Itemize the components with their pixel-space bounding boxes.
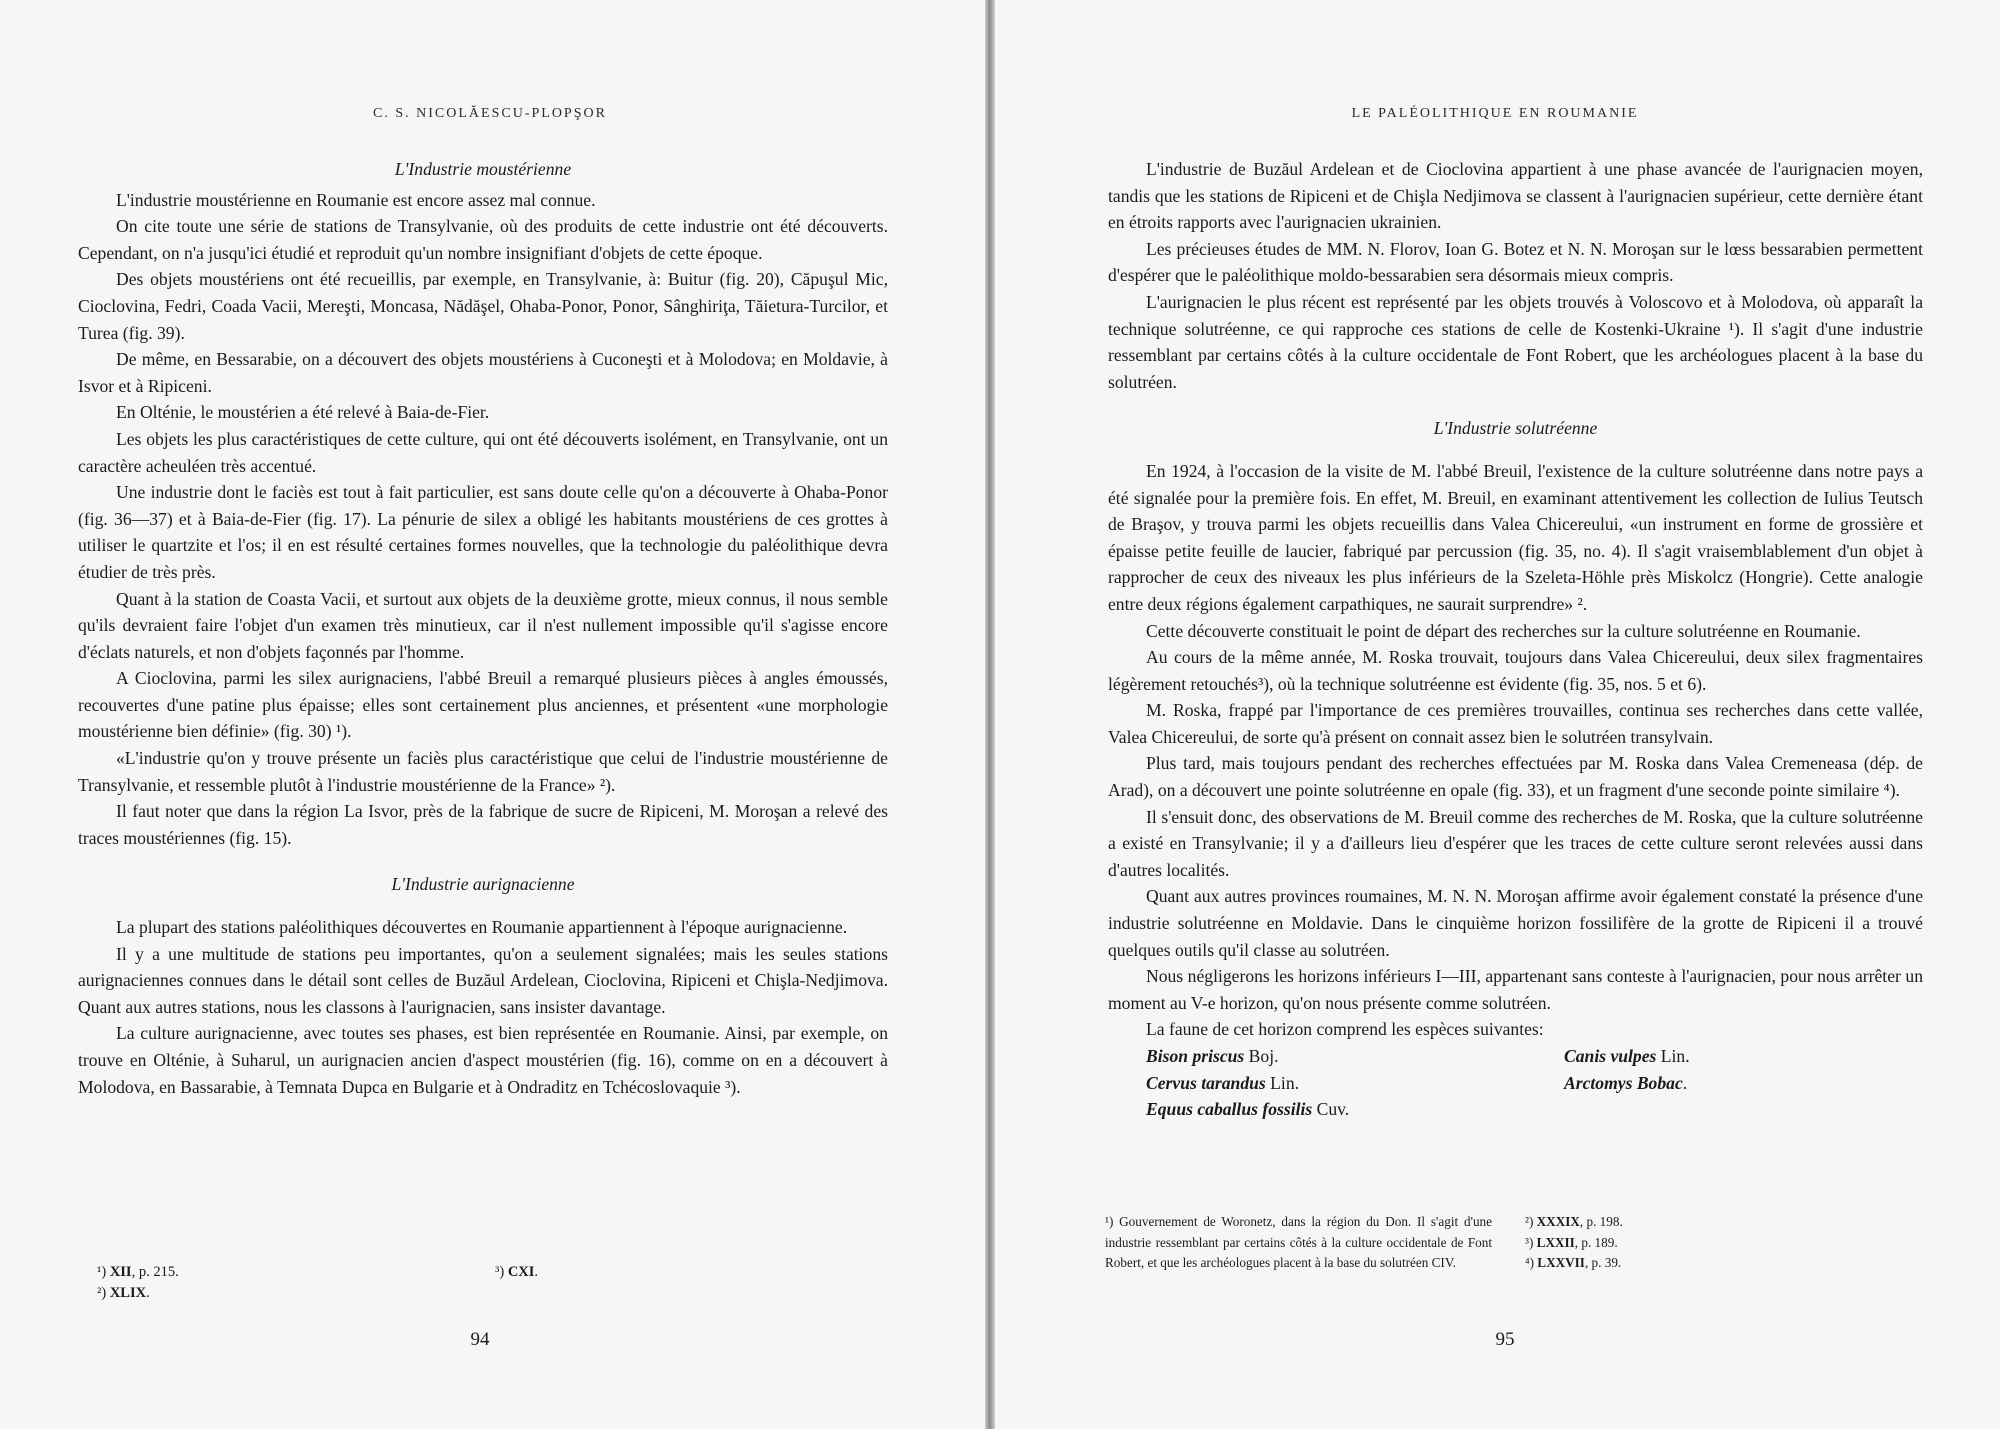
footnote-ref: LXXVII xyxy=(1537,1255,1585,1270)
species-name: Canis vulpes xyxy=(1564,1046,1657,1066)
species-name: Bison priscus xyxy=(1146,1046,1245,1066)
footnote-text: , p. 198. xyxy=(1579,1214,1623,1229)
paragraph: La faune de cet horizon comprend les espèces suivantes: xyxy=(1146,1019,1544,1040)
footnote-text: , p. 215. xyxy=(131,1264,179,1280)
section-title: L'Industrie solutréenne xyxy=(1433,418,1598,439)
footnote-column xyxy=(1525,1212,1775,1274)
paragraph: Les objets les plus caractéristiques de cette culture, qui ont été découverts isolément, en Transylvanie, ont un caractère acheuléen très accentué. xyxy=(78,428,888,476)
species-author: Boj. xyxy=(1244,1046,1279,1066)
paragraph: Il faut noter que dans la région La Isvor, près de la fabrique de sucre de Ripiceni, M. Moroşan a relevé des traces moustériennes (fig. 15). xyxy=(78,801,888,848)
section-title: L'Industrie moustérienne xyxy=(394,159,572,179)
footnote-text: . xyxy=(146,1285,150,1301)
fauna-item xyxy=(1146,1043,1564,1070)
paragraph: L'industrie moustérienne en Roumanie est encore assez mal connue. xyxy=(116,189,596,210)
right-page xyxy=(995,0,2000,1429)
footnote-ref: XII xyxy=(109,1264,132,1280)
paragraph: Quant à la station de Coasta Vacii, et surtout aux objets de la deuxième grotte, mieux connus, il nous semble qu'ils devraient faire l'objet d'un examen très minutieux, car il n'est nullement impossible qu'il s'agisse encore d'éclats naturels, et non d'objets façonnés par l'homme. xyxy=(78,588,888,662)
footnote-ref: CXI xyxy=(507,1264,535,1280)
paragraph: Une industrie dont le faciès est tout à fait particulier, est sans doute celle qu'on a découverte à Ohaba-Ponor (fig. 36—37) et à Baia-de-Fier (fig. 17). La pénurie de silex a obligé les habitants moustériens de ces grottes à utiliser le quartzite et l'os; il en est résulté certaines formes nouvelles, que la technologie du paléolithique devra étudier de très près. xyxy=(78,482,888,582)
paragraph: Au cours de la même année, M. Roska trouvait, toujours dans Valea Chicereului, deux silex fragmentaires légèrement retouchés³), où la technique solutréenne est évidente (fig. 35, nos. 5 et 6). xyxy=(1108,647,1923,694)
paragraph: Quant aux autres provinces roumaines, M. N. N. Moroşan affirme avoir également constaté la présence d'une industrie solutréenne en Moldavie. Dans le cinquième horizon fossilifère de la grotte de Ripiceni il a trouvé quelques outils qu'il classe au solutréen. xyxy=(1108,886,1923,960)
page-number: 94 xyxy=(470,1329,490,1350)
footnote xyxy=(97,1262,179,1283)
book-gutter xyxy=(985,0,995,1429)
paragraph: «L'industrie qu'on y trouve présente un faciès plus caractéristique que celui de l'industrie moustérienne de Transylvanie, et ressemble plutôt à l'industrie moustérienne de la France» ²). xyxy=(78,748,888,795)
species-author: . xyxy=(1682,1072,1688,1093)
footnote xyxy=(1525,1253,1775,1274)
species-author: Lin. xyxy=(1265,1072,1300,1093)
footnote-text: , p. 39. xyxy=(1584,1255,1622,1270)
footnote xyxy=(1525,1212,1775,1233)
paragraph: L'aurignacien le plus récent est représenté par les objets trouvés à Voloscovo et à Molodova, où apparaît la technique solutréenne, ce qui rapproche ces stations de celle de Kostenki-Ukraine ¹). Il s'agit d'une industrie ressemblant par certains côtés à la culture occidentale de Font Robert, que les archéologues placent à la base du solutréen. xyxy=(1108,291,1923,392)
paragraph: A Cioclovina, parmi les silex aurignaciens, l'abbé Breuil a remarqué plusieurs pièces à angles émoussés, recouvertes d'une patine plus épaisse; elles sont certainement plus anciennes, et présentent «une morphologie moustérienne bien définie» (fig. 30) ¹). xyxy=(78,668,888,742)
paragraph: En 1924, à l'occasion de la visite de M. l'abbé Breuil, l'existence de la culture solutréenne dans notre pays a été signalée pour la première fois. En effet, M. Breuil, en examinant attentivement les collection de Iulius Teutsch de Braşov, y trouva parmi les objets recueillis dans Valea Chicereului, «un instrument en forme de grossière et épaisse petite feuille de laucier, fabriqué par percussion (fig. 35, no. 4). Il s'agit vraisemblablement d'un objet à rapprocher de ceux des niveaux les plus inférieurs de la Szeleta-Höhle près Miskolcz (Hongrie). Cette analogie entre deux régions également carpathiques, ne saurait surprendre» ². xyxy=(1108,460,1923,614)
page-number: 95 xyxy=(1495,1329,1515,1350)
paragraph: En Olténie, le moustérien a été relevé à Baia-de-Fier. xyxy=(116,402,490,423)
footnote-mark: ³) xyxy=(1525,1234,1534,1250)
footnote-mark: ²) xyxy=(1525,1214,1534,1229)
paragraph: La culture aurignacienne, avec toutes ses phases, est bien représentée en Roumanie. Ainsi, par exemple, on trouve en Olténie, à Suharul, un aurignacien ancien d'aspect moustérien (fig. 16), comme on en a découvert à Molodova, en Bassarabie, à Temnata Dupca en Bulgarie et à Ondraditz en Tchécoslovaquie ³). xyxy=(78,1023,888,1097)
species-author: Cuv. xyxy=(1312,1099,1350,1120)
paragraph: La plupart des stations paléolithiques découvertes en Roumanie appartiennent à l'époque aurignacienne. xyxy=(116,917,848,938)
footnote-ref: LXXII xyxy=(1536,1234,1575,1250)
paragraph: Il y a une multitude de stations peu importantes, qu'on a seulement signalées; mais les seules stations aurignaciennes connues dans le détail sont celles de Buzăul Ardelean, Cioclovina, Ripiceni et Chişla-Nedjimova. Quant aux autres stations, nous les classons à l'aurignacien, sans insister davantage. xyxy=(78,943,888,1017)
footnote-ref: XLIX xyxy=(109,1285,147,1301)
species-author: Lin. xyxy=(1656,1046,1690,1066)
paragraph: L'industrie de Buzăul Ardelean et de Cioclovina appartient à une phase avancée de l'aurignacien moyen, tandis que les stations de Ripiceni et de Chişla Nedjimova se classent à l'aurignacien supérieur, cette dernière étant en étroits rapports avec l'aurignacien ukrainien. xyxy=(1108,159,1923,233)
footnote-mark: ⁴) xyxy=(1525,1255,1534,1270)
fauna-item xyxy=(1146,1096,1564,1123)
page-body xyxy=(78,156,888,1100)
running-head: LE PALÉOLITHIQUE EN ROUMANIE xyxy=(1351,106,1639,121)
footnote xyxy=(495,1262,538,1283)
fauna-item xyxy=(1564,1043,1864,1070)
footnote-mark: ³) xyxy=(495,1264,505,1280)
footnote xyxy=(97,1283,150,1304)
paragraph: Les précieuses études de MM. N. Florov, Ioan G. Botez et N. N. Moroşan sur le lœss bessarabien permettent d'espérer que le paléolithique moldo-bessarabien sera désormais mieux compris. xyxy=(1108,238,1923,286)
footnote-text: , p. 189. xyxy=(1574,1234,1618,1250)
paragraph: Cette découverte constituait le point de départ des recherches sur la culture solutréenne en Roumanie. xyxy=(1146,620,1861,641)
paragraph: Des objets moustériens ont été recueillis, par exemple, en Transylvanie, à: Buitur (fig. 20), Căpuşul Mic, Cioclovina, Fedri, Coada Vacii, Mereşti, Moncasa, Nădăşel, Ohaba-Ponor, Ponor, Sânghiriţa, Tăietura-Turcilor, et Turea (fig. 39). xyxy=(78,269,888,343)
paragraph: Plus tard, mais toujours pendant des recherches effectuées par M. Roska dans Valea Cremeneasa (dép. de Arad), on a découvert une pointe solutréenne en opale (fig. 33), et un fragment d'une seconde pointe similaire ⁴). xyxy=(1108,753,1923,801)
paragraph: Il s'ensuit donc, des observations de M. Breuil comme des recherches de M. Roska, que la culture solutréenne a existé en Transylvanie; il y a d'ailleurs lieu d'espérer que les traces de cette culture seront relevées aussi dans d'autres localités. xyxy=(1108,806,1923,880)
page-body xyxy=(1108,156,1923,1123)
paragraph: De même, en Bessarabie, on a découvert des objets moustériens à Cuconeşti et à Molodova; en Moldavie, à Isvor et à Ripiceni. xyxy=(78,349,888,396)
fauna-list xyxy=(1146,1043,1923,1123)
paragraph: Nous négligerons les horizons inférieurs I—III, appartenant sans conteste à l'aurignacien, pour nous arrêter un moment au V-e horizon, qu'on nous présente comme solutréen. xyxy=(1108,966,1923,1013)
footnote-text: . xyxy=(534,1264,539,1280)
footnote-ref: XXXIX xyxy=(1536,1214,1580,1229)
footnote xyxy=(1525,1233,1775,1254)
footnote: ¹) Gouvernement de Woronetz, dans la région du Don. Il s'agit d'une industrie ressemblant par certains côtés à la culture occidentale de Font Robert, et que les archéologues placent à la base du solutréen CIV. xyxy=(1105,1214,1492,1270)
paragraph: M. Roska, frappé par l'importance de ces premières trouvailles, continua ses recherches dans cette vallée, Valea Chicereului, de sorte qu'à présent on connait assez bien le solutréen transylvain. xyxy=(1108,700,1923,747)
footnote-mark: ²) xyxy=(97,1285,107,1301)
fauna-item xyxy=(1146,1070,1564,1097)
left-page xyxy=(0,0,985,1429)
species-name: Equus caballus fossilis xyxy=(1146,1099,1313,1120)
footnote-mark: ¹) xyxy=(97,1264,107,1280)
paragraph: On cite toute une série de stations de Transylvanie, où des produits de cette industrie ont été découverts. Cependant, on n'a jusqu'ici étudié et reproduit qu'un nombre insignifiant d'objets de cette époque. xyxy=(78,216,888,263)
species-name: Arctomys Bobac xyxy=(1564,1072,1683,1093)
section-title: L'Industrie aurignacienne xyxy=(391,874,575,895)
fauna-item xyxy=(1564,1070,1864,1097)
running-head: C. S. NICOLĂESCU-PLOPŞOR xyxy=(373,106,607,121)
species-name: Cervus tarandus xyxy=(1146,1072,1266,1093)
